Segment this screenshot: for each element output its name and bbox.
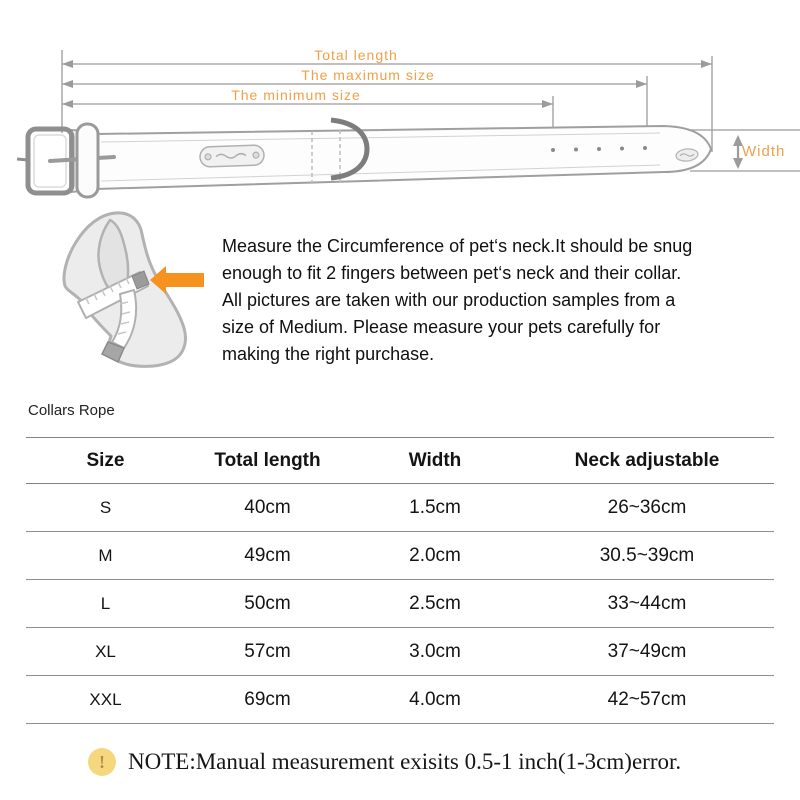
cell-neck-adjustable: 26~36cm xyxy=(607,496,687,518)
cell-neck-adjustable: 30.5~39cm xyxy=(599,544,695,566)
dim-label-maximum-size: The maximum size xyxy=(301,67,435,83)
column-header-size: Size xyxy=(86,449,125,471)
table-row-xl xyxy=(26,628,774,676)
dim-label-width: Width xyxy=(742,143,786,160)
cell-total-length: 49cm xyxy=(244,544,291,566)
dim-label-minimum-size: The minimum size xyxy=(231,87,361,103)
cell-size: L xyxy=(100,593,111,613)
table-row-xxl xyxy=(26,676,774,724)
cell-width: 4.0cm xyxy=(409,688,461,710)
cell-width: 2.0cm xyxy=(409,544,461,566)
cell-size: S xyxy=(99,497,112,517)
cell-total-length: 40cm xyxy=(244,496,291,518)
measuring-instructions xyxy=(222,233,782,368)
cell-width: 3.0cm xyxy=(409,640,461,662)
cell-size: M xyxy=(98,545,113,565)
instruction-line: size of Medium. Please measure your pets carefully for xyxy=(222,317,661,337)
cell-neck-adjustable: 37~49cm xyxy=(607,640,687,662)
column-header-neck-adjustable: Neck adjustable xyxy=(574,449,720,471)
keeper-loop xyxy=(77,124,98,197)
nameplate xyxy=(200,145,265,167)
instruction-line: enough to fit 2 fingers between pet‘s neck and their collar. xyxy=(222,263,682,283)
exclamation-icon: ! xyxy=(88,748,116,776)
table-row-s xyxy=(26,484,774,532)
collar-dimension-diagram xyxy=(0,0,800,220)
column-header-total-length: Total length xyxy=(214,449,321,471)
note-text: NOTE:Manual measurement exisits 0.5-1 inch(1-3cm)error. xyxy=(128,749,682,774)
instruction-line: making the right purchase. xyxy=(222,344,435,364)
cell-neck-adjustable: 42~57cm xyxy=(607,688,687,710)
table-header-row xyxy=(26,438,774,484)
cell-size: XL xyxy=(95,641,116,661)
cell-neck-adjustable: 33~44cm xyxy=(607,592,687,614)
measurement-note xyxy=(88,748,681,776)
table-caption: Collars Rope xyxy=(28,402,115,419)
cell-total-length: 57cm xyxy=(244,640,291,662)
cell-total-length: 50cm xyxy=(244,592,291,614)
instruction-line: All pictures are taken with our production samples from a xyxy=(222,290,676,310)
collar-strap xyxy=(96,126,711,189)
cell-width: 1.5cm xyxy=(409,496,461,518)
cell-width: 2.5cm xyxy=(409,592,461,614)
table-row-m xyxy=(26,532,774,580)
size-table xyxy=(26,437,774,724)
dim-label-total-length: Total length xyxy=(314,47,398,63)
cell-size: XXL xyxy=(89,689,122,709)
cell-total-length: 69cm xyxy=(244,688,291,710)
dog-measuring-illustration xyxy=(20,200,220,370)
table-row-l xyxy=(26,580,774,628)
instruction-line: Measure the Circumference of pet‘s neck.It should be snug xyxy=(222,236,693,256)
column-header-width: Width xyxy=(408,449,462,471)
